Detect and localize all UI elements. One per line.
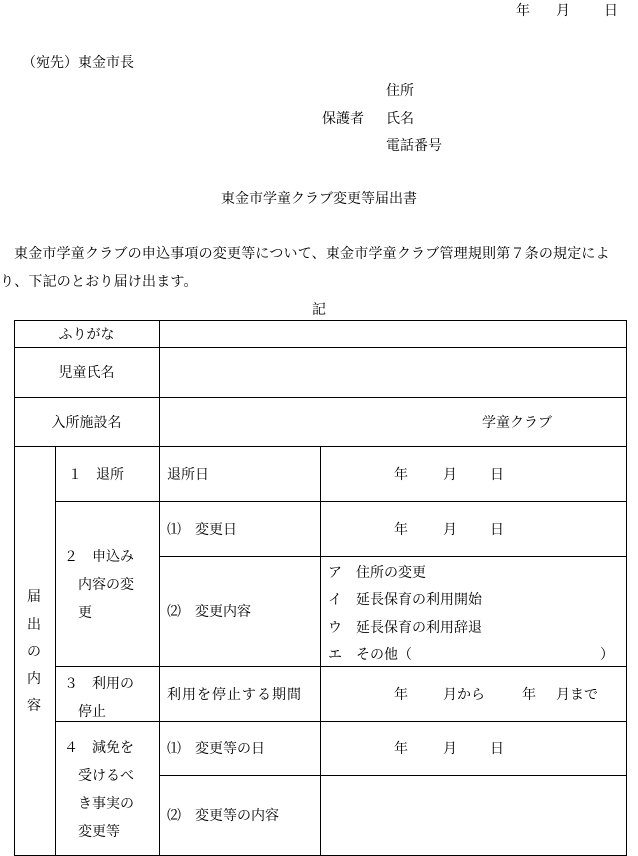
submission-date (516, 0, 618, 20)
suspension-label-1: ３ 利用の (64, 676, 134, 692)
option-other-close: ） (600, 647, 614, 663)
child-name-label: 児童氏名 (58, 365, 115, 381)
reduction-label-3: き事実の (78, 796, 134, 812)
option-extended-care-decline[interactable]: ウ 延長保育の利用辞退 (328, 620, 482, 636)
change-day: 日 (490, 521, 504, 538)
section-label-1: 届 (27, 589, 41, 605)
change-year: 年 (394, 521, 408, 538)
facility-suffix: 学童クラブ (482, 414, 552, 431)
option-other[interactable]: エ その他（ (328, 647, 412, 663)
suspension-year-to: 年 (522, 686, 536, 703)
reduction-month: 月 (443, 741, 457, 757)
ki-heading: 記 (312, 302, 326, 318)
reduction-label-2: 受けるべ (78, 768, 134, 784)
applicant-phone-label: 電話番号 (386, 138, 442, 154)
section-label-2: 出 (27, 617, 41, 633)
withdrawal-date-label: 退所日 (167, 466, 209, 483)
change-date-field[interactable] (321, 501, 626, 556)
addressee: （宛先）東金市長 (22, 55, 134, 71)
suspension-period-label: 利用を停止する期間 (167, 686, 302, 703)
section-label-5: 容 (27, 698, 41, 714)
change-month: 月 (443, 521, 457, 538)
document-title: 東金市学童クラブ変更等届出書 (221, 191, 417, 207)
furigana-field[interactable] (160, 320, 626, 347)
option-address-change[interactable]: ア 住所の変更 (328, 565, 426, 581)
reduction-label-1: ４ 減免を (64, 740, 134, 756)
suspension-month-from: 月から (443, 686, 485, 703)
application-change-label-2: 内容の変 (78, 577, 134, 593)
change-content-label: ⑵ 変更内容 (167, 604, 251, 620)
suspension-period-field[interactable] (321, 666, 626, 721)
date-year-label: 年 (516, 3, 530, 19)
withdrawal-year: 年 (394, 466, 408, 483)
reduction-change-content-label: ⑵ 変更等の内容 (167, 808, 279, 824)
withdrawal-month: 月 (443, 466, 457, 483)
change-date-label: ⑴ 変更日 (167, 521, 237, 538)
withdrawal-date-field[interactable] (321, 446, 626, 501)
section-label-4: 内 (27, 671, 41, 687)
applicant-name-label: 氏名 (386, 111, 414, 127)
reduction-change-date-field[interactable] (321, 721, 626, 775)
suspension-year-from: 年 (394, 686, 408, 703)
suspension-label-2: 停止 (78, 704, 106, 720)
reduction-label-4: 変更等 (78, 824, 120, 840)
option-extended-care-start[interactable]: イ 延長保育の利用開始 (328, 592, 482, 608)
withdrawal-label: １ 退所 (68, 466, 124, 483)
reduction-change-date-label: ⑴ 変更等の日 (167, 741, 265, 757)
furigana-label: ふりがな (58, 326, 115, 343)
application-change-label-1: ２ 申込み (64, 549, 134, 565)
reduction-change-content-field[interactable] (321, 775, 626, 855)
section-label-3: の (27, 644, 41, 660)
reduction-day: 日 (490, 741, 504, 757)
date-day-label: 日 (604, 3, 618, 19)
suspension-month-to: 月まで (556, 686, 598, 703)
child-name-field[interactable] (160, 347, 626, 397)
body-paragraph: 東金市学童クラブの申込事項の変更等について、東金市学童クラブ管理規則第７条の規定により、下記のとおり届け出ます。 (0, 246, 610, 290)
facility-field[interactable] (160, 397, 626, 446)
withdrawal-day: 日 (490, 466, 504, 483)
reduction-year: 年 (394, 741, 408, 757)
guardian-label: 保護者 (322, 111, 364, 127)
applicant-address-label: 住所 (386, 83, 414, 99)
date-month-label: 月 (556, 3, 570, 19)
facility-label: 入所施設名 (51, 414, 122, 431)
application-change-label-3: 更 (78, 605, 92, 621)
